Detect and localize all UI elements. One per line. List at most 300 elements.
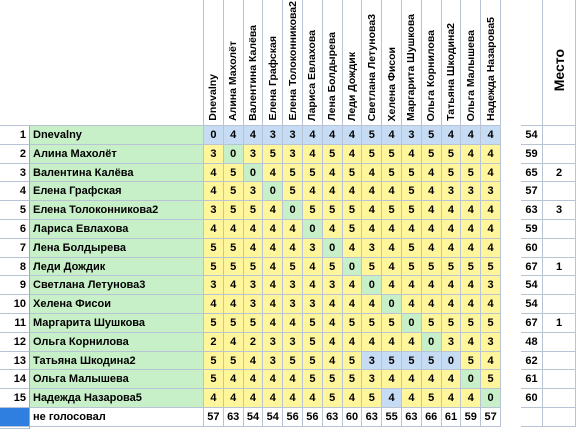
score-cell[interactable]: 4 <box>303 182 323 201</box>
row-name-cell[interactable]: Хелена Фисои <box>30 295 204 314</box>
score-cell[interactable]: 4 <box>283 220 303 239</box>
score-cell[interactable]: 4 <box>402 295 422 314</box>
score-cell[interactable]: 4 <box>442 389 462 408</box>
score-cell[interactable]: 5 <box>204 258 224 277</box>
row-number[interactable]: 7 <box>0 239 30 258</box>
row-name-cell[interactable]: Елена Графская <box>30 182 204 201</box>
score-cell[interactable]: 3 <box>283 126 303 145</box>
score-cell[interactable]: 4 <box>244 370 264 389</box>
score-cell[interactable]: 5 <box>343 164 363 183</box>
score-cell[interactable]: 5 <box>422 258 442 277</box>
footer-value-cell[interactable]: 63 <box>362 408 382 427</box>
score-cell[interactable]: 4 <box>461 201 481 220</box>
column-header[interactable] <box>362 0 382 126</box>
column-header[interactable] <box>481 0 501 126</box>
score-cell[interactable]: 4 <box>442 239 462 258</box>
score-cell[interactable]: 4 <box>461 220 481 239</box>
score-cell[interactable]: 4 <box>323 220 343 239</box>
score-cell[interactable]: 4 <box>343 145 363 164</box>
place-cell[interactable] <box>543 182 576 201</box>
score-cell[interactable]: 5 <box>283 352 303 371</box>
place-cell[interactable] <box>543 126 576 145</box>
score-cell[interactable]: 4 <box>323 295 343 314</box>
row-number[interactable]: 8 <box>0 258 30 277</box>
score-cell[interactable]: 4 <box>442 276 462 295</box>
score-cell[interactable]: 3 <box>204 276 224 295</box>
footer-value-cell[interactable]: 61 <box>442 408 462 427</box>
row-number[interactable]: 1 <box>0 126 30 145</box>
score-cell[interactable]: 0 <box>422 333 442 352</box>
score-cell[interactable]: 5 <box>442 314 462 333</box>
column-header[interactable] <box>244 0 264 126</box>
score-cell[interactable]: 5 <box>204 352 224 371</box>
score-cell[interactable]: 4 <box>323 164 343 183</box>
score-cell[interactable]: 4 <box>343 333 363 352</box>
place-cell[interactable] <box>543 352 576 371</box>
row-name-cell[interactable]: Ольга Корнилова <box>30 333 204 352</box>
score-cell[interactable]: 5 <box>362 126 382 145</box>
score-cell[interactable]: 4 <box>303 258 323 277</box>
place-header[interactable] <box>543 0 576 126</box>
score-cell[interactable]: 3 <box>244 276 264 295</box>
score-cell[interactable]: 5 <box>382 352 402 371</box>
score-cell[interactable]: 4 <box>323 126 343 145</box>
column-header[interactable] <box>343 0 363 126</box>
score-cell[interactable]: 4 <box>422 182 442 201</box>
score-cell[interactable]: 4 <box>224 389 244 408</box>
score-cell[interactable]: 3 <box>402 126 422 145</box>
score-cell[interactable]: 3 <box>481 276 501 295</box>
score-cell[interactable]: 0 <box>323 239 343 258</box>
place-cell[interactable] <box>543 370 576 389</box>
score-cell[interactable]: 4 <box>204 389 224 408</box>
score-cell[interactable]: 4 <box>263 314 283 333</box>
row-name-cell[interactable]: Лена Болдырева <box>30 239 204 258</box>
score-cell[interactable]: 0 <box>263 182 283 201</box>
score-cell[interactable]: 3 <box>283 145 303 164</box>
score-cell[interactable]: 3 <box>244 182 264 201</box>
footer-value-cell[interactable]: 59 <box>461 408 481 427</box>
place-cell[interactable] <box>543 295 576 314</box>
score-cell[interactable]: 5 <box>362 314 382 333</box>
score-cell[interactable]: 4 <box>244 239 264 258</box>
score-cell[interactable]: 4 <box>343 239 363 258</box>
place-cell[interactable]: 2 <box>543 164 576 183</box>
score-cell[interactable]: 3 <box>283 276 303 295</box>
score-cell[interactable]: 5 <box>481 258 501 277</box>
score-cell[interactable]: 4 <box>224 295 244 314</box>
score-cell[interactable]: 4 <box>263 370 283 389</box>
score-cell[interactable]: 4 <box>422 220 442 239</box>
row-name-cell[interactable]: Маргарита Шушкова <box>30 314 204 333</box>
footer-value-cell[interactable]: 63 <box>323 408 343 427</box>
score-cell[interactable]: 4 <box>461 295 481 314</box>
score-cell[interactable]: 3 <box>263 333 283 352</box>
footer-value-cell[interactable]: 56 <box>303 408 323 427</box>
column-header[interactable] <box>224 0 244 126</box>
score-cell[interactable]: 5 <box>303 370 323 389</box>
score-cell[interactable]: 0 <box>244 164 264 183</box>
total-cell[interactable]: 67 <box>521 258 543 277</box>
score-cell[interactable]: 5 <box>382 201 402 220</box>
score-cell[interactable]: 4 <box>461 239 481 258</box>
footer-value-cell[interactable]: 57 <box>204 408 224 427</box>
score-cell[interactable]: 2 <box>204 333 224 352</box>
score-cell[interactable]: 3 <box>323 276 343 295</box>
score-cell[interactable]: 4 <box>204 182 224 201</box>
score-cell[interactable]: 5 <box>244 314 264 333</box>
score-cell[interactable]: 0 <box>283 201 303 220</box>
footer-value-cell[interactable]: 60 <box>343 408 363 427</box>
footer-value-cell[interactable]: 54 <box>244 408 264 427</box>
column-header[interactable] <box>303 0 323 126</box>
column-header[interactable] <box>204 0 224 126</box>
score-cell[interactable]: 4 <box>382 220 402 239</box>
column-header[interactable] <box>442 0 462 126</box>
score-cell[interactable]: 5 <box>263 145 283 164</box>
score-cell[interactable]: 4 <box>362 220 382 239</box>
score-cell[interactable]: 3 <box>461 182 481 201</box>
row-number[interactable]: 12 <box>0 333 30 352</box>
score-cell[interactable]: 5 <box>323 201 343 220</box>
column-header[interactable] <box>402 0 422 126</box>
score-cell[interactable]: 3 <box>263 126 283 145</box>
row-name-cell[interactable]: Светлана Летунова3 <box>30 276 204 295</box>
score-cell[interactable]: 4 <box>323 352 343 371</box>
score-cell[interactable]: 4 <box>263 258 283 277</box>
score-cell[interactable]: 4 <box>481 220 501 239</box>
score-cell[interactable]: 4 <box>263 220 283 239</box>
score-cell[interactable]: 5 <box>362 389 382 408</box>
score-cell[interactable]: 5 <box>224 258 244 277</box>
row-name-cell[interactable]: Надежда Назарова5 <box>30 389 204 408</box>
score-cell[interactable]: 4 <box>442 220 462 239</box>
column-header[interactable] <box>263 0 283 126</box>
score-cell[interactable]: 5 <box>402 164 422 183</box>
score-cell[interactable]: 4 <box>263 201 283 220</box>
score-cell[interactable]: 5 <box>204 370 224 389</box>
score-cell[interactable]: 4 <box>224 333 244 352</box>
score-cell[interactable]: 4 <box>382 370 402 389</box>
row-number[interactable]: 5 <box>0 201 30 220</box>
total-cell[interactable]: 61 <box>521 370 543 389</box>
score-cell[interactable]: 5 <box>461 314 481 333</box>
score-cell[interactable]: 4 <box>244 220 264 239</box>
score-cell[interactable]: 4 <box>442 295 462 314</box>
score-cell[interactable]: 4 <box>204 220 224 239</box>
score-cell[interactable]: 5 <box>402 201 422 220</box>
column-header[interactable] <box>323 0 343 126</box>
score-cell[interactable]: 4 <box>402 276 422 295</box>
score-cell[interactable]: 4 <box>303 276 323 295</box>
score-cell[interactable]: 4 <box>481 295 501 314</box>
score-cell[interactable]: 5 <box>422 145 442 164</box>
total-cell[interactable]: 59 <box>521 145 543 164</box>
score-cell[interactable]: 3 <box>244 145 264 164</box>
score-cell[interactable]: 4 <box>382 258 402 277</box>
column-header[interactable] <box>422 0 442 126</box>
total-cell[interactable]: 60 <box>521 389 543 408</box>
score-cell[interactable]: 4 <box>362 164 382 183</box>
score-cell[interactable]: 5 <box>283 164 303 183</box>
score-cell[interactable]: 4 <box>343 126 363 145</box>
footer-value-cell[interactable]: 63 <box>224 408 244 427</box>
score-cell[interactable]: 5 <box>303 352 323 371</box>
score-cell[interactable]: 4 <box>362 333 382 352</box>
corner-cell[interactable] <box>0 0 204 126</box>
score-cell[interactable]: 0 <box>224 145 244 164</box>
score-cell[interactable]: 4 <box>224 276 244 295</box>
score-cell[interactable]: 4 <box>481 145 501 164</box>
score-cell[interactable]: 5 <box>442 164 462 183</box>
score-cell[interactable]: 4 <box>263 239 283 258</box>
score-cell[interactable]: 4 <box>442 370 462 389</box>
score-cell[interactable]: 5 <box>422 352 442 371</box>
score-cell[interactable]: 0 <box>362 276 382 295</box>
score-cell[interactable]: 4 <box>382 239 402 258</box>
footer-value-cell[interactable]: 56 <box>283 408 303 427</box>
total-cell[interactable]: 48 <box>521 333 543 352</box>
place-cell[interactable] <box>543 220 576 239</box>
score-cell[interactable]: 4 <box>481 239 501 258</box>
score-cell[interactable]: 4 <box>303 126 323 145</box>
column-header[interactable] <box>283 0 303 126</box>
score-cell[interactable]: 4 <box>382 389 402 408</box>
score-cell[interactable]: 4 <box>461 145 481 164</box>
score-cell[interactable]: 0 <box>461 370 481 389</box>
footer-value-cell[interactable]: 66 <box>422 408 442 427</box>
row-number[interactable]: 10 <box>0 295 30 314</box>
score-cell[interactable]: 5 <box>224 314 244 333</box>
score-cell[interactable]: 5 <box>461 258 481 277</box>
row-number[interactable]: 11 <box>0 314 30 333</box>
score-cell[interactable]: 4 <box>402 220 422 239</box>
score-cell[interactable]: 3 <box>204 201 224 220</box>
score-cell[interactable]: 3 <box>442 333 462 352</box>
score-cell[interactable]: 4 <box>382 126 402 145</box>
footer-value-cell[interactable]: 63 <box>402 408 422 427</box>
score-cell[interactable]: 3 <box>481 182 501 201</box>
score-cell[interactable]: 3 <box>362 239 382 258</box>
score-cell[interactable]: 3 <box>481 333 501 352</box>
score-cell[interactable]: 3 <box>204 145 224 164</box>
score-cell[interactable]: 4 <box>263 276 283 295</box>
score-cell[interactable]: 0 <box>343 258 363 277</box>
score-cell[interactable]: 4 <box>323 333 343 352</box>
score-cell[interactable]: 4 <box>303 389 323 408</box>
place-cell[interactable] <box>543 145 576 164</box>
score-cell[interactable]: 5 <box>422 314 442 333</box>
total-header[interactable] <box>521 0 543 126</box>
place-cell[interactable] <box>543 239 576 258</box>
score-cell[interactable]: 5 <box>382 145 402 164</box>
score-cell[interactable]: 3 <box>283 333 303 352</box>
score-cell[interactable]: 2 <box>244 333 264 352</box>
score-cell[interactable]: 4 <box>382 333 402 352</box>
score-cell[interactable]: 5 <box>362 145 382 164</box>
footer-empty-cell[interactable] <box>521 408 543 427</box>
score-cell[interactable]: 5 <box>323 389 343 408</box>
total-cell[interactable]: 63 <box>521 201 543 220</box>
row-name-cell[interactable]: Алина Махолёт <box>30 145 204 164</box>
score-cell[interactable]: 0 <box>204 126 224 145</box>
score-cell[interactable]: 5 <box>343 220 363 239</box>
score-cell[interactable]: 5 <box>244 258 264 277</box>
score-cell[interactable]: 4 <box>362 295 382 314</box>
row-number[interactable]: 13 <box>0 352 30 371</box>
score-cell[interactable]: 3 <box>442 182 462 201</box>
score-cell[interactable]: 5 <box>323 145 343 164</box>
score-cell[interactable]: 5 <box>461 164 481 183</box>
score-cell[interactable]: 5 <box>244 201 264 220</box>
score-cell[interactable]: 4 <box>244 389 264 408</box>
row-name-cell[interactable]: Ольга Малышева <box>30 370 204 389</box>
score-cell[interactable]: 4 <box>283 314 303 333</box>
score-cell[interactable]: 4 <box>461 389 481 408</box>
score-cell[interactable]: 4 <box>283 370 303 389</box>
column-header[interactable] <box>461 0 481 126</box>
score-cell[interactable]: 5 <box>303 314 323 333</box>
score-cell[interactable]: 5 <box>283 182 303 201</box>
score-cell[interactable]: 4 <box>244 126 264 145</box>
total-cell[interactable]: 54 <box>521 126 543 145</box>
place-cell[interactable] <box>543 389 576 408</box>
total-cell[interactable]: 60 <box>521 239 543 258</box>
row-number[interactable]: 14 <box>0 370 30 389</box>
score-cell[interactable]: 4 <box>461 126 481 145</box>
score-cell[interactable]: 3 <box>244 295 264 314</box>
score-cell[interactable]: 3 <box>362 370 382 389</box>
score-cell[interactable]: 4 <box>362 182 382 201</box>
total-cell[interactable]: 65 <box>521 164 543 183</box>
place-cell[interactable]: 1 <box>543 258 576 277</box>
score-cell[interactable]: 5 <box>343 314 363 333</box>
score-cell[interactable]: 4 <box>224 220 244 239</box>
score-cell[interactable]: 4 <box>343 182 363 201</box>
score-cell[interactable]: 0 <box>442 352 462 371</box>
score-cell[interactable]: 5 <box>402 239 422 258</box>
score-cell[interactable]: 4 <box>343 389 363 408</box>
score-cell[interactable]: 5 <box>323 370 343 389</box>
score-cell[interactable]: 5 <box>481 370 501 389</box>
score-cell[interactable]: 5 <box>343 201 363 220</box>
score-cell[interactable]: 5 <box>303 164 323 183</box>
row-name-cell[interactable]: Татьяна Шкодина2 <box>30 352 204 371</box>
total-cell[interactable]: 67 <box>521 314 543 333</box>
row-number[interactable]: 4 <box>0 182 30 201</box>
score-cell[interactable]: 5 <box>224 352 244 371</box>
place-cell[interactable] <box>543 333 576 352</box>
score-cell[interactable]: 5 <box>224 182 244 201</box>
score-cell[interactable]: 4 <box>204 295 224 314</box>
score-cell[interactable]: 4 <box>402 389 422 408</box>
total-cell[interactable]: 54 <box>521 276 543 295</box>
total-cell[interactable]: 62 <box>521 352 543 371</box>
score-cell[interactable]: 4 <box>461 333 481 352</box>
score-cell[interactable]: 5 <box>303 333 323 352</box>
score-cell[interactable]: 4 <box>422 295 442 314</box>
score-cell[interactable]: 4 <box>244 352 264 371</box>
score-cell[interactable]: 4 <box>481 126 501 145</box>
score-cell[interactable]: 5 <box>442 145 462 164</box>
score-cell[interactable]: 5 <box>461 352 481 371</box>
place-cell[interactable]: 3 <box>543 201 576 220</box>
row-number[interactable]: 3 <box>0 164 30 183</box>
footer-empty-cell[interactable] <box>543 408 576 427</box>
score-cell[interactable]: 0 <box>481 389 501 408</box>
score-cell[interactable]: 5 <box>204 314 224 333</box>
score-cell[interactable]: 4 <box>362 201 382 220</box>
score-cell[interactable]: 5 <box>204 239 224 258</box>
score-cell[interactable]: 4 <box>382 276 402 295</box>
score-cell[interactable]: 5 <box>442 258 462 277</box>
score-cell[interactable]: 5 <box>481 314 501 333</box>
score-cell[interactable]: 4 <box>382 182 402 201</box>
score-cell[interactable]: 4 <box>224 126 244 145</box>
score-cell[interactable]: 0 <box>382 295 402 314</box>
row-name-cell[interactable]: Валентина Калёва <box>30 164 204 183</box>
score-cell[interactable]: 5 <box>382 164 402 183</box>
score-cell[interactable]: 4 <box>442 126 462 145</box>
column-header[interactable] <box>382 0 402 126</box>
score-cell[interactable]: 4 <box>461 276 481 295</box>
score-cell[interactable]: 4 <box>402 333 422 352</box>
footer-value-cell[interactable]: 57 <box>481 408 501 427</box>
score-cell[interactable]: 4 <box>481 164 501 183</box>
score-cell[interactable]: 5 <box>402 258 422 277</box>
footer-value-cell[interactable]: 55 <box>382 408 402 427</box>
score-cell[interactable]: 4 <box>402 145 422 164</box>
score-cell[interactable]: 5 <box>303 201 323 220</box>
score-cell[interactable]: 3 <box>303 295 323 314</box>
footer-value-cell[interactable]: 54 <box>263 408 283 427</box>
score-cell[interactable]: 4 <box>323 314 343 333</box>
row-number[interactable]: 6 <box>0 220 30 239</box>
score-cell[interactable]: 5 <box>382 314 402 333</box>
score-cell[interactable]: 3 <box>263 352 283 371</box>
row-name-cell[interactable]: Лариса Евлахова <box>30 220 204 239</box>
place-cell[interactable]: 1 <box>543 314 576 333</box>
score-cell[interactable]: 4 <box>343 276 363 295</box>
row-name-cell[interactable]: Леди Дождик <box>30 258 204 277</box>
score-cell[interactable]: 4 <box>422 239 442 258</box>
score-cell[interactable]: 5 <box>283 258 303 277</box>
row-name-cell[interactable]: Елена Толоконникова2 <box>30 201 204 220</box>
score-cell[interactable]: 4 <box>283 389 303 408</box>
score-cell[interactable]: 3 <box>303 239 323 258</box>
score-cell[interactable]: 4 <box>263 295 283 314</box>
score-cell[interactable]: 4 <box>481 352 501 371</box>
score-cell[interactable]: 5 <box>422 389 442 408</box>
score-cell[interactable]: 5 <box>224 201 244 220</box>
score-cell[interactable]: 4 <box>204 164 224 183</box>
score-cell[interactable]: 4 <box>263 164 283 183</box>
score-cell[interactable]: 5 <box>224 164 244 183</box>
score-cell[interactable]: 5 <box>362 258 382 277</box>
score-cell[interactable]: 3 <box>362 352 382 371</box>
score-cell[interactable]: 4 <box>323 182 343 201</box>
score-cell[interactable]: 4 <box>442 201 462 220</box>
score-cell[interactable]: 5 <box>343 352 363 371</box>
score-cell[interactable]: 4 <box>402 370 422 389</box>
score-cell[interactable]: 4 <box>224 370 244 389</box>
score-cell[interactable]: 3 <box>283 295 303 314</box>
total-cell[interactable]: 59 <box>521 220 543 239</box>
score-cell[interactable]: 4 <box>422 370 442 389</box>
score-cell[interactable]: 4 <box>263 389 283 408</box>
score-cell[interactable]: 4 <box>283 239 303 258</box>
row-number[interactable]: 2 <box>0 145 30 164</box>
